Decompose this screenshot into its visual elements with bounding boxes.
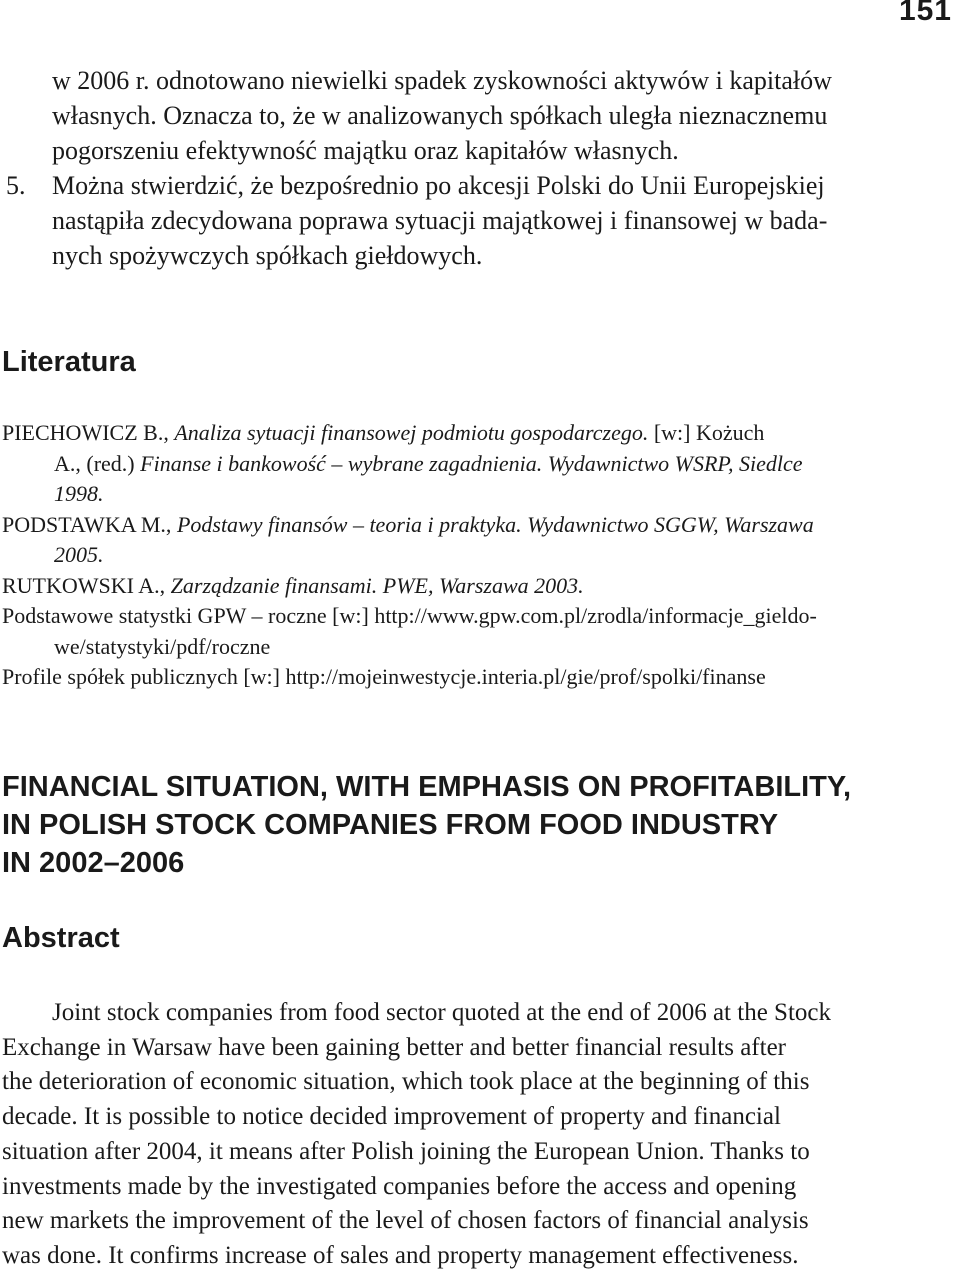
abstract-line: investments made by the investigated companies before the access and opening [2,1172,797,1200]
abstract-line: decade. It is possible to notice decided improvement of property and financial [2,1103,781,1131]
abstract-paragraph [2,996,958,1274]
english-title-line: IN POLISH STOCK COMPANIES FROM FOOD INDUSTRY [2,809,779,841]
body-line: nych spożywczych spółkach giełdowych. [52,241,483,270]
body-line: pogorszeniu efektywność majątku oraz kapitałów własnych. [52,136,679,165]
reference-line: RUTKOWSKI A., Zarządzanie finansami. PWE, Warszawa 2003. [2,572,584,598]
english-title-line: FINANCIAL SITUATION, WITH EMPHASIS ON PROFITABILITY, [2,771,852,803]
reference-line: we/statystyki/pdf/roczne [54,633,271,659]
body-line: Można stwierdzić, że bezpośrednio po akcesji Polski do Unii Europejskiej [52,171,825,200]
english-title-line: IN 2002–2006 [2,847,185,879]
reference-line: PIECHOWICZ B., Analiza sytuacji finansowej podmiotu gospodarczego. [w:] Kożuch [2,420,765,445]
reference-line: A., (red.) Finanse i bankowość – wybrane zagadnienia. Wydawnictwo WSRP, Siedlce [54,450,803,476]
body-line: w 2006 r. odnotowano niewielki spadek zyskowności aktywów i kapitałów [52,66,832,95]
reference-line: 2005. [54,542,104,567]
literature-heading: Literatura [2,346,136,378]
english-title [2,768,851,882]
list-item-number: 5. [6,171,26,200]
abstract-line: the deterioration of economic situation, which took place at the beginning of this [2,1068,810,1096]
body-paragraph [6,63,952,273]
abstract-line: Exchange in Warsaw have been gaining better and better financial results after [2,1033,786,1061]
abstract-line: situation after 2004, it means after Polish joining the European Union. Thanks to [2,1137,810,1165]
page-number: 151 [898,0,952,27]
abstract-line: Joint stock companies from food sector quoted at the end of 2006 at the Stock [52,999,831,1026]
body-line: nastąpiła zdecydowana poprawa sytuacji majątkowej i finansowej w bada- [52,206,828,235]
list-item-5 [6,168,952,273]
abstract-line: was done. It confirms increase of sales and property management effectiveness. [2,1241,799,1269]
abstract-line: new markets the improvement of the level of chosen factors of financial analysis [2,1207,809,1235]
reference-list [2,418,958,693]
reference-line: 1998. [54,481,104,506]
abstract-heading: Abstract [2,922,120,954]
reference-line: PODSTAWKA M., Podstawy finansów – teoria i praktyka. Wydawnictwo SGGW, Warszawa [2,511,814,537]
reference-line: Profile spółek publicznych [w:] http://mojeinwestycje.interia.pl/gie/prof/spolki/finanse [2,664,766,689]
body-line: własnych. Oznacza to, że w analizowanych spółkach uległa nieznacznemu [52,101,828,130]
reference-line: Podstawowe statystki GPW – roczne [w:] http://www.gpw.com.pl/zrodla/informacje_gieldo- [2,603,817,628]
